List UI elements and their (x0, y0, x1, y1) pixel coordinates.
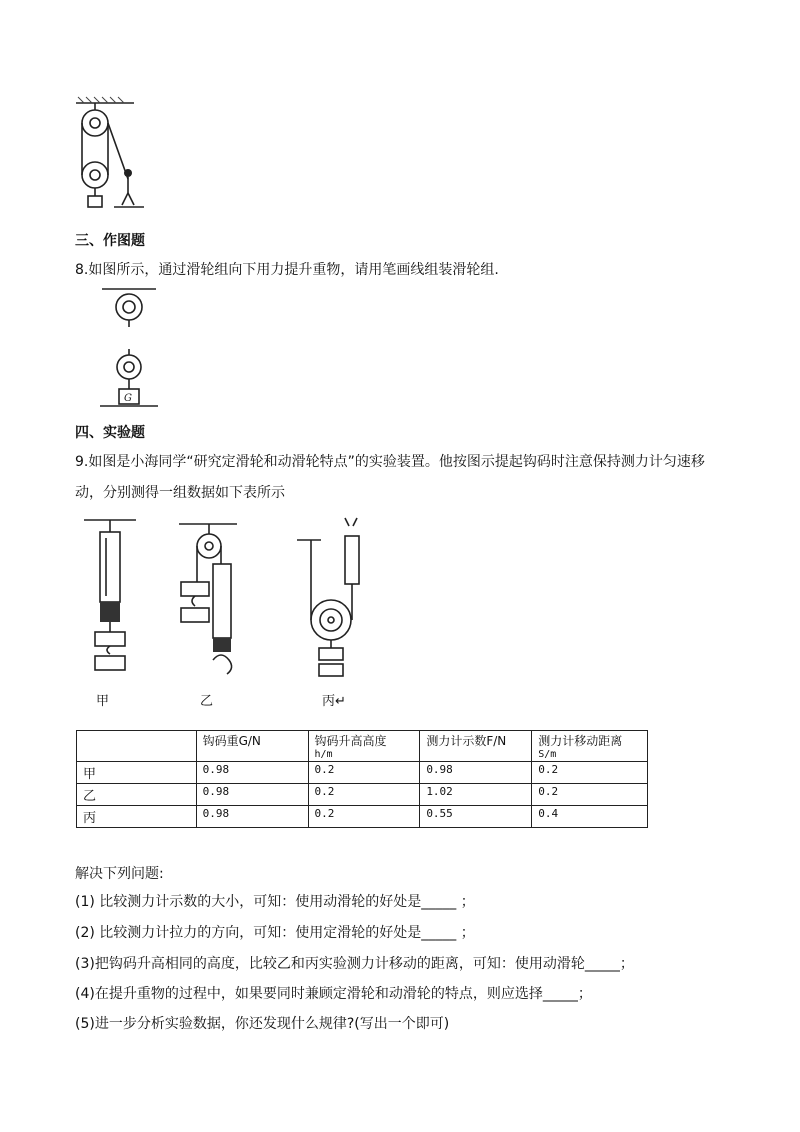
table-header-cell: 测力计示数F/N (420, 731, 532, 762)
questions-intro: 解决下列问题: (75, 866, 164, 882)
table-row (77, 806, 648, 828)
experiment-figure-bing (295, 512, 385, 680)
table-cell: 0.2 (532, 784, 648, 806)
experiment-data-table (76, 730, 648, 828)
question-9-part-3: (3)把钩码升高相同的高度，比较乙和丙实验测力计移动的距离，可知：使用动滑轮_____； (75, 956, 634, 972)
section-3-heading: 三、作图题 (75, 233, 145, 249)
question-9-part-1: (1) 比较测力计示数的大小，可知：使用动滑轮的好处是_____ ； (75, 894, 475, 910)
question-9-line2: 动，分别测得一组数据如下表所示 (75, 485, 285, 501)
pulley-person-figure (70, 95, 150, 215)
table-cell: 0.98 (420, 762, 532, 784)
table-header-cell: 钩码重G/N (196, 731, 308, 762)
question-9-part-5: (5)进一步分析实验数据，你还发现什么规律?(写出一个即可) (75, 1016, 450, 1032)
table-cell: 甲 (77, 762, 197, 784)
question-9-part-2: (2) 比较测力计拉力的方向，可知：使用定滑轮的好处是_____ ； (75, 925, 475, 941)
question-8-text: 8.如图所示，通过滑轮组向下用力提升重物，请用笔画线组装滑轮组. (75, 262, 499, 278)
table-header-cell: 钩码升高高度 h/m (308, 731, 420, 762)
table-cell: 0.2 (308, 806, 420, 828)
table-cell: 乙 (77, 784, 197, 806)
table-header-cell (77, 731, 197, 762)
weight-g-label: G (124, 393, 132, 404)
table-cell: 0.98 (196, 784, 308, 806)
table-header-cell: 测力计移动距离 S/m (532, 731, 648, 762)
table-cell: 0.98 (196, 762, 308, 784)
caption-jia: 甲 (96, 694, 110, 709)
table-cell: 0.2 (308, 784, 420, 806)
table-cell: 丙 (77, 806, 197, 828)
table-row (77, 784, 648, 806)
experiment-figure-jia (80, 516, 140, 678)
table-cell: 0.98 (196, 806, 308, 828)
question-9-part-4: (4)在提升重物的过程中，如果要同时兼顾定滑轮和动滑轮的特点，则应选择_____； (75, 986, 592, 1002)
table-cell: 0.4 (532, 806, 648, 828)
table-cell: 0.2 (532, 762, 648, 784)
caption-yi: 乙 (200, 694, 214, 709)
pulley-assembly-figure (100, 285, 160, 411)
section-4-heading: 四、实验题 (75, 425, 145, 441)
table-cell: 1.02 (420, 784, 532, 806)
table-cell: 0.55 (420, 806, 532, 828)
table-row (77, 762, 648, 784)
question-9-line1: 9.如图是小海同学“研究定滑轮和动滑轮特点”的实验装置。他按图示提起钩码时注意保持测力计匀速移 (75, 454, 705, 470)
table-header-row (77, 731, 648, 762)
caption-bing: 丙↵ (322, 694, 346, 709)
table-cell: 0.2 (308, 762, 420, 784)
experiment-figure-yi (175, 520, 260, 678)
